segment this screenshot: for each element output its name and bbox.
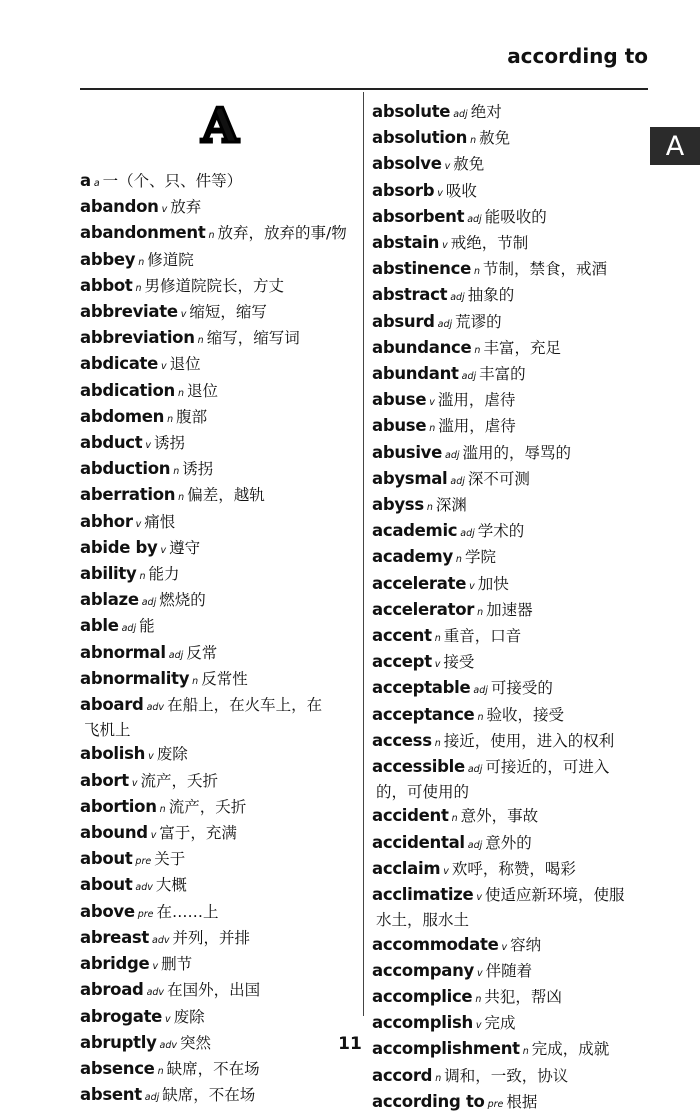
- entry-headword: abduction: [80, 459, 171, 479]
- left-column: [80, 169, 362, 1109]
- right-column: [372, 100, 662, 1116]
- dictionary-entry: [372, 985, 662, 1011]
- entry-part-of-speech: n: [451, 813, 458, 825]
- entry-part-of-speech: v: [434, 659, 441, 671]
- entry-headword: acceptable: [372, 678, 471, 698]
- dictionary-entry: [372, 493, 662, 519]
- dictionary-entry: [372, 205, 662, 231]
- entry-headword: absurd: [372, 311, 435, 331]
- entry-definition: 绝对: [470, 103, 502, 121]
- entry-definition-continued: 水土，服水土: [376, 911, 470, 930]
- entry-part-of-speech: adj: [460, 528, 475, 540]
- entry-headword: abound: [80, 823, 148, 843]
- entry-part-of-speech: pre: [487, 1098, 504, 1110]
- entry-part-of-speech: v: [475, 1020, 482, 1032]
- dictionary-entry: [80, 1057, 362, 1083]
- entry-headword: accord: [372, 1065, 433, 1085]
- entry-definition: 诱拐: [182, 460, 214, 479]
- entry-definition: 赦免: [479, 129, 511, 148]
- dictionary-entry: [372, 100, 662, 126]
- entry-part-of-speech: n: [475, 993, 482, 1005]
- entry-headword: abandonment: [80, 223, 206, 243]
- entry-definition: 缺席，不在场: [166, 1059, 260, 1078]
- entry-definition: 赦免: [453, 155, 485, 174]
- entry-part-of-speech: adj: [141, 597, 157, 609]
- entry-headword: about: [80, 875, 133, 895]
- entry-part-of-speech: v: [165, 1013, 171, 1025]
- entry-headword: accompany: [372, 960, 474, 980]
- entry-headword: abbreviation: [80, 328, 195, 348]
- dictionary-entry: [80, 274, 362, 300]
- entry-part-of-speech: adj: [467, 764, 483, 776]
- entry-headword: accelerate: [372, 573, 467, 593]
- dictionary-entry: [80, 379, 362, 405]
- entry-part-of-speech: n: [167, 413, 174, 425]
- entry-definition: 共犯，帮凶: [484, 987, 562, 1006]
- entry-definition: 大概: [155, 876, 187, 895]
- dictionary-entry: [80, 431, 362, 457]
- dictionary-entry: [80, 873, 362, 899]
- entry-definition: 关于: [154, 850, 186, 869]
- entry-part-of-speech: n: [208, 230, 215, 242]
- entry-definition: 痛恨: [144, 512, 176, 531]
- entry-definition: 容纳: [510, 935, 542, 954]
- entry-headword: accomplice: [372, 986, 473, 1006]
- entry-definition-continued: 的，可使用的: [376, 783, 470, 802]
- entry-definition: 突然: [180, 1033, 212, 1052]
- entry-headword: absolution: [372, 128, 468, 148]
- dictionary-entry: [80, 900, 362, 926]
- entry-definition: 废除: [173, 1007, 205, 1026]
- dictionary-entry: [80, 821, 362, 847]
- dictionary-entry: [372, 519, 662, 545]
- entry-part-of-speech: n: [522, 1046, 529, 1058]
- entry-headword: abnormality: [80, 668, 190, 688]
- entry-part-of-speech: adv: [146, 702, 165, 714]
- entry-part-of-speech: n: [177, 387, 184, 399]
- entry-part-of-speech: v: [429, 397, 435, 409]
- dictionary-entry: [80, 588, 362, 614]
- entry-part-of-speech: v: [469, 580, 475, 592]
- dictionary-entry: [372, 650, 662, 676]
- entry-part-of-speech: a: [93, 178, 100, 189]
- entry-definition-continued: 飞机上: [84, 721, 131, 740]
- entry-part-of-speech: n: [435, 1072, 442, 1084]
- dictionary-entry: [80, 1083, 362, 1109]
- entry-part-of-speech: adj: [467, 839, 483, 851]
- dictionary-entry: [372, 231, 662, 257]
- dictionary-entry: [80, 326, 362, 352]
- entry-part-of-speech: adj: [473, 685, 488, 697]
- dictionary-entry: [80, 405, 362, 431]
- entry-headword: accomplish: [372, 1013, 473, 1033]
- entry-headword: abduct: [80, 433, 143, 453]
- dictionary-entry: [80, 742, 362, 768]
- entry-headword: abdomen: [80, 406, 165, 426]
- dictionary-entry: [372, 257, 662, 283]
- entry-part-of-speech: n: [455, 554, 462, 566]
- entry-part-of-speech: n: [138, 256, 145, 268]
- entry-headword: abusive: [372, 442, 443, 462]
- entry-definition: 抽象的: [467, 286, 515, 305]
- dictionary-entry: [372, 933, 662, 959]
- entry-part-of-speech: n: [197, 335, 204, 347]
- dictionary-entry: [372, 703, 662, 729]
- entry-headword: abolish: [80, 744, 146, 764]
- entry-part-of-speech: n: [157, 1065, 164, 1077]
- entry-headword: abuse: [372, 416, 427, 436]
- dictionary-entry: [80, 795, 362, 821]
- entry-headword: abandon: [80, 197, 159, 217]
- entry-part-of-speech: v: [145, 440, 151, 452]
- dictionary-entry: [372, 1090, 662, 1116]
- dictionary-entry: [372, 857, 662, 883]
- entry-headword: abroad: [80, 980, 144, 1000]
- entry-part-of-speech: v: [161, 204, 168, 216]
- entry-definition: 可接受的: [490, 679, 553, 698]
- dictionary-entry: [372, 179, 662, 205]
- dictionary-entry: [372, 676, 662, 702]
- entry-headword: absorb: [372, 180, 435, 200]
- entry-definition: 接受: [443, 653, 475, 672]
- entry-definition: 滥用的，辱骂的: [462, 443, 572, 462]
- entry-definition: 调和，一致，协议: [444, 1066, 569, 1085]
- entry-part-of-speech: n: [470, 135, 477, 147]
- entry-part-of-speech: v: [476, 967, 483, 979]
- entry-headword: abstain: [372, 233, 440, 253]
- entry-definition: 缺席，不在场: [162, 1086, 256, 1105]
- dictionary-entry: [372, 755, 662, 804]
- entry-definition: 丰富，充足: [483, 338, 561, 357]
- entry-definition: 验收，接受: [486, 705, 564, 724]
- dictionary-entry: [80, 457, 362, 483]
- entry-definition: 一（个、只、件等）: [102, 172, 243, 190]
- dictionary-entry: [372, 283, 662, 309]
- section-letter: A: [201, 98, 239, 154]
- entry-definition: 加快: [477, 574, 509, 593]
- dictionary-entry: [80, 536, 362, 562]
- dictionary-entry: [372, 388, 662, 414]
- entry-headword: absolve: [372, 154, 442, 174]
- dictionary-entry: [372, 362, 662, 388]
- entry-headword: academy: [372, 547, 453, 567]
- dictionary-entry: [372, 598, 662, 624]
- dictionary-entry: [372, 729, 662, 755]
- entry-definition: 完成: [484, 1014, 516, 1033]
- entry-headword: abstract: [372, 285, 448, 305]
- entry-headword: accent: [372, 626, 432, 646]
- entry-definition: 燃烧的: [159, 591, 206, 610]
- dictionary-entry: [80, 483, 362, 509]
- entry-part-of-speech: adv: [135, 882, 153, 894]
- entry-part-of-speech: v: [476, 892, 482, 904]
- dictionary-entry: [372, 414, 662, 440]
- entry-part-of-speech: adv: [146, 987, 165, 999]
- entry-headword: ability: [80, 564, 137, 584]
- entry-headword: abortion: [80, 796, 157, 816]
- header-rule: [80, 88, 648, 90]
- entry-headword: abreast: [80, 927, 150, 947]
- entry-definition: 接近，使用，进入的权利: [443, 731, 615, 750]
- dictionary-entry: [80, 769, 362, 795]
- dictionary-entry: [372, 572, 662, 598]
- entry-part-of-speech: adj: [450, 475, 465, 487]
- entry-headword: absolute: [372, 102, 451, 121]
- dictionary-entry: [80, 641, 362, 667]
- entry-definition: 在……上: [156, 902, 219, 921]
- entry-headword: ablaze: [80, 590, 139, 610]
- dictionary-entry: [80, 693, 362, 742]
- entry-headword: abysmal: [372, 468, 448, 488]
- entry-headword: according to: [372, 1091, 485, 1111]
- entry-headword: academic: [372, 521, 458, 541]
- entry-definition: 反常: [186, 643, 218, 662]
- entry-part-of-speech: adj: [467, 213, 482, 225]
- entry-headword: abundance: [372, 337, 472, 357]
- dictionary-entry: [372, 545, 662, 571]
- entry-part-of-speech: adj: [437, 318, 453, 330]
- entry-part-of-speech: v: [437, 187, 443, 199]
- entry-part-of-speech: n: [192, 675, 199, 687]
- entry-definition: 滥用，虐待: [437, 391, 516, 410]
- entry-part-of-speech: adj: [461, 371, 477, 383]
- dictionary-entry: [80, 952, 362, 978]
- dictionary-entry: [372, 831, 662, 857]
- entry-headword: accelerator: [372, 599, 475, 619]
- entry-definition: 能吸收的: [484, 207, 547, 226]
- entry-headword: abhor: [80, 511, 133, 531]
- dictionary-entry: [372, 336, 662, 362]
- entry-part-of-speech: n: [178, 492, 185, 504]
- page-number: 11: [338, 1034, 362, 1054]
- entry-part-of-speech: v: [444, 161, 451, 173]
- dictionary-entry: [80, 562, 362, 588]
- dictionary-entry: [372, 310, 662, 336]
- thumb-index-tab[interactable]: A: [650, 127, 700, 165]
- entry-headword: access: [372, 730, 432, 750]
- dictionary-entry: [80, 221, 362, 247]
- entry-part-of-speech: adj: [168, 649, 184, 661]
- dictionary-entry: [372, 152, 662, 178]
- entry-definition: 意外，事故: [460, 807, 539, 826]
- entry-headword: accommodate: [372, 934, 499, 954]
- entry-part-of-speech: adj: [121, 623, 137, 635]
- column-divider: [363, 92, 364, 1016]
- entry-headword: abundant: [372, 364, 459, 384]
- entry-part-of-speech: n: [474, 344, 481, 356]
- entry-headword: above: [80, 901, 135, 921]
- entry-definition: 荒谬的: [455, 312, 502, 331]
- entry-definition: 丰富的: [479, 365, 526, 384]
- entry-definition: 可接近的，可进入: [485, 758, 610, 777]
- entry-definition: 缩写，缩写词: [206, 329, 300, 348]
- entry-headword: abbot: [80, 275, 133, 295]
- entry-part-of-speech: n: [477, 606, 484, 618]
- entry-part-of-speech: adv: [152, 934, 170, 946]
- entry-part-of-speech: adj: [445, 449, 460, 461]
- entry-definition: 流产，夭折: [168, 797, 247, 816]
- entry-definition: 缩短，缩写: [189, 303, 267, 322]
- entry-part-of-speech: adj: [144, 1092, 160, 1104]
- entry-part-of-speech: n: [473, 266, 480, 278]
- entry-part-of-speech: v: [152, 961, 159, 973]
- dictionary-entry: [80, 1005, 362, 1031]
- entry-definition: 重音，口音: [443, 627, 522, 646]
- dictionary-entry: [80, 248, 362, 274]
- dictionary-entry: [372, 1064, 662, 1090]
- entry-definition: 根据: [506, 1092, 538, 1111]
- entry-definition: 学院: [464, 548, 496, 567]
- dictionary-entry: [372, 804, 662, 830]
- entry-definition: 能: [139, 617, 155, 636]
- entry-definition: 删节: [161, 955, 193, 974]
- dictionary-entry: [80, 614, 362, 640]
- entry-definition: 废除: [156, 745, 188, 764]
- entry-headword: abrogate: [80, 1006, 163, 1026]
- entry-headword: about: [80, 849, 133, 869]
- dictionary-entry: [80, 352, 362, 378]
- entry-part-of-speech: v: [148, 751, 154, 763]
- entry-definition: 伴随着: [485, 961, 533, 980]
- entry-definition: 腹部: [176, 407, 208, 426]
- entry-part-of-speech: pre: [135, 856, 152, 868]
- entry-headword: abruptly: [80, 1032, 157, 1052]
- entry-part-of-speech: adv: [159, 1039, 178, 1051]
- entry-headword: accomplishment: [372, 1039, 520, 1059]
- entry-headword: abdication: [80, 380, 175, 400]
- entry-definition: 深渊: [435, 496, 467, 515]
- entry-part-of-speech: n: [477, 711, 484, 723]
- entry-definition: 吸收: [445, 181, 477, 200]
- entry-definition: 偏差，越轨: [187, 486, 265, 505]
- entry-definition: 能力: [148, 565, 180, 584]
- entry-part-of-speech: adj: [453, 109, 468, 120]
- entry-headword: absorbent: [372, 206, 465, 226]
- entry-definition: 流产，夭折: [140, 771, 218, 790]
- entry-headword: absent: [80, 1085, 142, 1105]
- entry-headword: acclimatize: [372, 885, 474, 905]
- entry-headword: able: [80, 616, 119, 636]
- entry-definition: 欢呼，称赞，喝彩: [451, 859, 576, 878]
- entry-part-of-speech: n: [426, 502, 433, 514]
- entry-definition: 退位: [169, 355, 201, 374]
- entry-headword: abridge: [80, 954, 150, 974]
- dictionary-entry: [372, 126, 662, 152]
- entry-part-of-speech: v: [161, 361, 167, 373]
- entry-definition: 意外的: [485, 833, 532, 852]
- entry-part-of-speech: v: [180, 309, 187, 321]
- dictionary-entry: [372, 467, 662, 493]
- entry-definition: 遵守: [169, 538, 201, 557]
- entry-headword: acclaim: [372, 858, 441, 878]
- entry-headword: abort: [80, 770, 129, 790]
- entry-headword: a: [80, 171, 91, 190]
- entry-part-of-speech: v: [501, 941, 508, 953]
- entry-part-of-speech: v: [131, 777, 138, 789]
- entry-headword: abstinence: [372, 259, 471, 279]
- entry-part-of-speech: n: [173, 466, 180, 478]
- entry-part-of-speech: v: [443, 865, 449, 877]
- entry-headword: aboard: [80, 695, 144, 715]
- entry-headword: abbey: [80, 249, 136, 269]
- entry-part-of-speech: n: [434, 737, 441, 749]
- dictionary-entry: [80, 300, 362, 326]
- entry-headword: abuse: [372, 390, 427, 410]
- entry-definition: 放弃: [170, 198, 202, 217]
- entry-headword: abyss: [372, 495, 424, 515]
- entry-part-of-speech: n: [139, 571, 146, 583]
- entry-definition: 学术的: [477, 522, 525, 541]
- entry-definition: 并列，并排: [172, 928, 251, 947]
- entry-part-of-speech: v: [150, 830, 157, 842]
- entry-definition: 诱拐: [154, 434, 186, 453]
- dictionary-entry: [372, 883, 662, 932]
- dictionary-entry: [80, 926, 362, 952]
- entry-definition: 富于，充满: [159, 824, 237, 843]
- entry-headword: aberration: [80, 485, 176, 505]
- dictionary-entry: [80, 510, 362, 536]
- dictionary-entry: [80, 195, 362, 221]
- dictionary-entry: [372, 624, 662, 650]
- entry-headword: acceptance: [372, 704, 475, 724]
- entry-definition: 加速器: [486, 600, 533, 619]
- entry-definition: 使适应新环境，使服: [485, 886, 625, 905]
- entry-part-of-speech: pre: [137, 908, 154, 920]
- entry-part-of-speech: n: [429, 423, 436, 435]
- entry-headword: accessible: [372, 757, 465, 777]
- entry-headword: accept: [372, 652, 432, 672]
- entry-definition: 在国外，出国: [167, 981, 261, 1000]
- entry-definition: 反常性: [201, 669, 248, 688]
- entry-definition: 男修道院院长，方丈: [144, 276, 285, 295]
- entry-definition: 戒绝，节制: [450, 234, 529, 253]
- entry-part-of-speech: v: [442, 240, 448, 252]
- entry-part-of-speech: adj: [450, 292, 465, 304]
- entry-headword: accident: [372, 806, 449, 826]
- entry-definition: 节制，禁食，戒酒: [483, 260, 608, 279]
- entry-part-of-speech: v: [160, 544, 167, 556]
- entry-headword: abnormal: [80, 642, 166, 662]
- dictionary-entry: [80, 667, 362, 693]
- entry-definition: 滥用，虐待: [438, 417, 516, 436]
- running-head: according to: [507, 44, 648, 68]
- entry-definition: 深不可测: [467, 469, 530, 488]
- entry-definition: 放弃，放弃的事/物: [217, 224, 347, 243]
- entry-headword: abdicate: [80, 354, 159, 374]
- entry-definition: 在船上，在火车上，在: [167, 696, 323, 715]
- entry-headword: abbreviate: [80, 302, 178, 322]
- entry-definition: 完成，成就: [531, 1040, 610, 1059]
- entry-part-of-speech: n: [434, 633, 441, 645]
- dictionary-entry: [80, 978, 362, 1004]
- entry-headword: abide by: [80, 537, 158, 557]
- dictionary-entry: [80, 169, 362, 195]
- entry-part-of-speech: n: [159, 803, 166, 815]
- entry-headword: accidental: [372, 832, 465, 852]
- dictionary-entry: [372, 959, 662, 985]
- entry-definition: 退位: [186, 381, 218, 400]
- entry-part-of-speech: v: [135, 518, 142, 530]
- dictionary-entry: [372, 441, 662, 467]
- entry-headword: absence: [80, 1058, 155, 1078]
- entry-part-of-speech: n: [135, 282, 142, 294]
- entry-definition: 修道院: [147, 250, 194, 269]
- dictionary-entry: [80, 847, 362, 873]
